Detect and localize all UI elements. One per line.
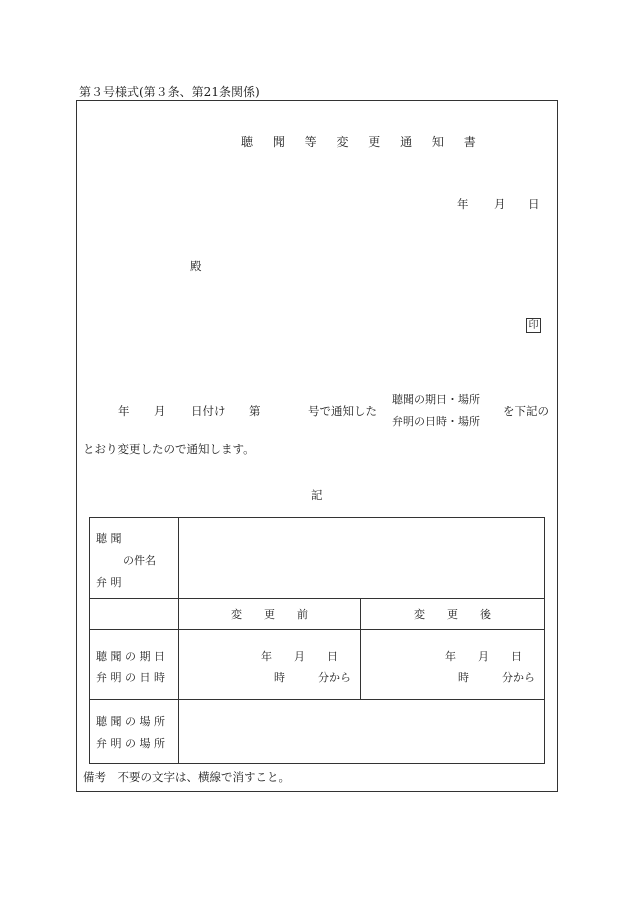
case-name-label-cell bbox=[90, 518, 179, 599]
notice-dai: 第 bbox=[249, 404, 261, 418]
date-after-ymd: 年 月 日 bbox=[445, 650, 522, 663]
notice-date-suffix: 日付け bbox=[191, 404, 226, 418]
notice-tail: を下記の bbox=[503, 404, 549, 418]
place-label-cell bbox=[90, 700, 179, 764]
notice-option-explanation: 弁明の日時・場所 bbox=[392, 415, 480, 428]
date-label-hearing: 聴 聞 の 期 日 bbox=[96, 650, 165, 663]
notice-go-notified: 号で通知した bbox=[308, 404, 377, 418]
case-label-name: の件名 bbox=[123, 554, 156, 567]
case-label-hearing: 聴 聞 bbox=[96, 532, 122, 545]
place-value-cell bbox=[179, 700, 545, 764]
header-row bbox=[90, 599, 545, 630]
col-after-header: 変 更 後 bbox=[361, 599, 545, 630]
notice-month: 月 bbox=[154, 404, 166, 418]
remarks: 備考 不要の文字は、横線で消すこと。 bbox=[83, 770, 290, 784]
date-row bbox=[90, 630, 545, 700]
date-before-ymd: 年 月 日 bbox=[261, 650, 338, 663]
case-name-value-cell bbox=[179, 518, 545, 599]
col-before-header: 変 更 前 bbox=[179, 599, 361, 630]
notice-line2: とおり変更したので通知します。 bbox=[83, 442, 255, 456]
date-day-label: 日 bbox=[528, 197, 540, 211]
date-before-cell bbox=[179, 630, 361, 700]
ki-heading: 記 bbox=[311, 488, 323, 502]
date-year-label: 年 bbox=[457, 197, 469, 211]
seal-mark: 印 bbox=[526, 318, 541, 333]
header-blank-cell bbox=[90, 599, 179, 630]
date-label-cell bbox=[90, 630, 179, 700]
document-title: 聴 聞 等 変 更 通 知 書 bbox=[241, 135, 484, 149]
date-after-hm: 時 分から bbox=[458, 671, 535, 684]
place-label-explanation: 弁 明 の 場 所 bbox=[96, 737, 165, 750]
details-table bbox=[89, 517, 545, 764]
case-name-row bbox=[90, 518, 545, 599]
case-label-explanation: 弁 明 bbox=[96, 576, 122, 589]
notice-option-hearing: 聴聞の期日・場所 bbox=[392, 393, 480, 406]
date-month-label: 月 bbox=[494, 197, 506, 211]
notice-year: 年 bbox=[118, 404, 130, 418]
date-after-cell bbox=[361, 630, 545, 700]
place-row bbox=[90, 700, 545, 764]
date-before-hm: 時 分から bbox=[274, 671, 351, 684]
date-label-explanation: 弁 明 の 日 時 bbox=[96, 671, 165, 684]
addressee-suffix: 殿 bbox=[190, 259, 202, 273]
place-label-hearing: 聴 聞 の 場 所 bbox=[96, 715, 165, 728]
form-number-caption: 第３号様式(第３条、第21条関係) bbox=[79, 85, 260, 99]
